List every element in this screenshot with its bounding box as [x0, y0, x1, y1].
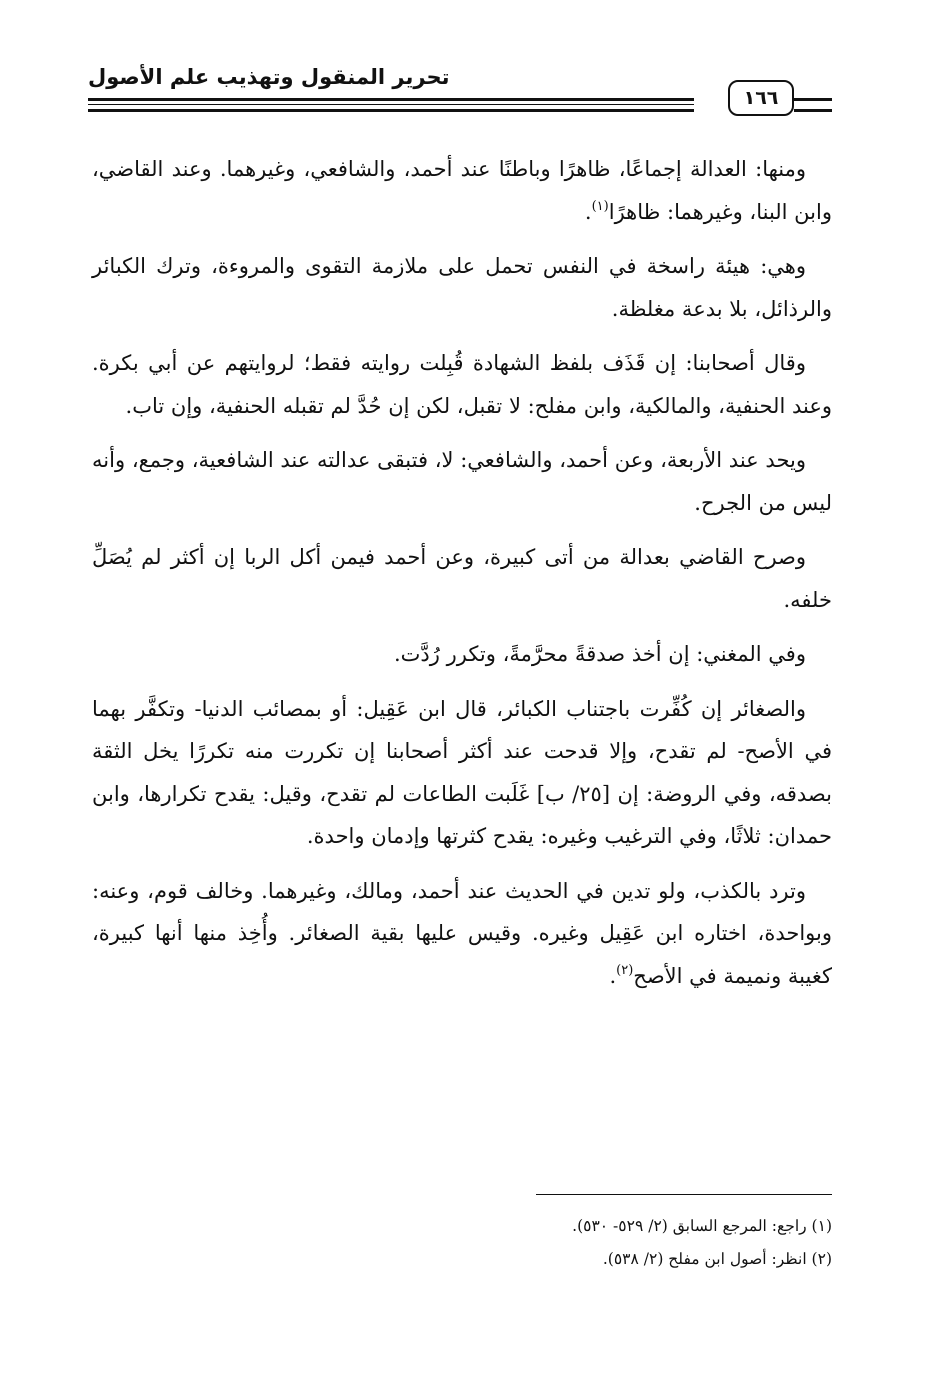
- footnote-1: (١) راجع: المرجع السابق (٢/ ٥٢٩- ٥٣٠).: [572, 1217, 832, 1235]
- running-title: تحرير المنقول وتهذيب علم الأصول: [88, 65, 450, 89]
- paragraph: ومنها: العدالة إجماعًا، ظاهرًا وباطنًا عند أحمد، والشافعي، وغيرهما. وعند القاضي، وابن البنا، وغيرهما: ظاهرًا$^{(١)}$.: [92, 157, 832, 224]
- page-number: ١٦٦: [728, 80, 794, 116]
- header-rule-right-top: [794, 98, 832, 101]
- footnote-separator: [536, 1194, 832, 1195]
- paragraph: وقال أصحابنا: إن قَذَف بلفظ الشهادة قُبِلت روايته فقط؛ لروايتهم عن أبي بكرة. وعند الحنفية، والمالكية، وابن مفلح: لا تقبل، لكن إن حُدَّ لم تقبله الحنفية، وإن تاب.: [92, 351, 832, 418]
- header-rule-middle: [88, 104, 694, 105]
- footnotes: [92, 1210, 832, 1276]
- footnote-2: (٢) انظر: أصول ابن مفلح (٢/ ٥٣٨).: [602, 1250, 832, 1268]
- header-rule-top: [88, 98, 694, 101]
- paragraph: وصرح القاضي بعدالة من أتى كبيرة، وعن أحمد فيمن أكل الربا إن أكثر لم يُصَلِّ خلفه.: [92, 545, 832, 612]
- paragraph: وترد بالكذب، ولو تدين في الحديث عند أحمد، ومالك، وغيرهما. وخالف قوم، وعنه: وبواحدة، اختاره ابن عَقِيل وغيره. وقيس عليها بقية الصغائر. وأُخِذ منها أنها كبيرة، كغيبة ونميمة في الأصح$^{(٢)}$.: [92, 878, 832, 988]
- paragraph: ويحد عند الأربعة، وعن أحمد، والشافعي: لا، فتبقى عدالته عند الشافعية، وجمع، وأنه ليس من الجرح.: [92, 448, 832, 515]
- page-header: [88, 62, 832, 122]
- paragraph: وفي المغني: إن أخذ صدقةً محرَّمةً، وتكرر رُدَّت.: [393, 642, 806, 666]
- header-rule-bottom: [88, 109, 694, 112]
- paragraph: والصغائر إن كُفِّرت باجتناب الكبائر، قال ابن عَقِيل: أو بمصائب الدنيا- وتكفَّر بهما في الأصح- لم تقدح، وإلا قدحت عند أكثر أصحابنا إن تكررت منه تكررًا يخل الثقة بصدقه، وفي الروضة: إن [٢٥/ ب] غَلَبت الطاعات لم تقدح، وقيل: يقدح تكرارها، وابن حمدان: ثلاثًا، وفي الترغيب وغيره: يقدح كثرتها وإدمان واحدة.: [92, 696, 832, 848]
- header-rule-right-bottom: [794, 109, 832, 112]
- footnote-marker: (١): [591, 198, 609, 214]
- paragraph: وهي: هيئة راسخة في النفس تحمل على ملازمة التقوى والمروءة، وترك الكبائر والرذائل، بلا بدعة مغلظة.: [92, 254, 832, 321]
- footnote-marker: (٢): [616, 962, 634, 978]
- main-text: [92, 148, 832, 1009]
